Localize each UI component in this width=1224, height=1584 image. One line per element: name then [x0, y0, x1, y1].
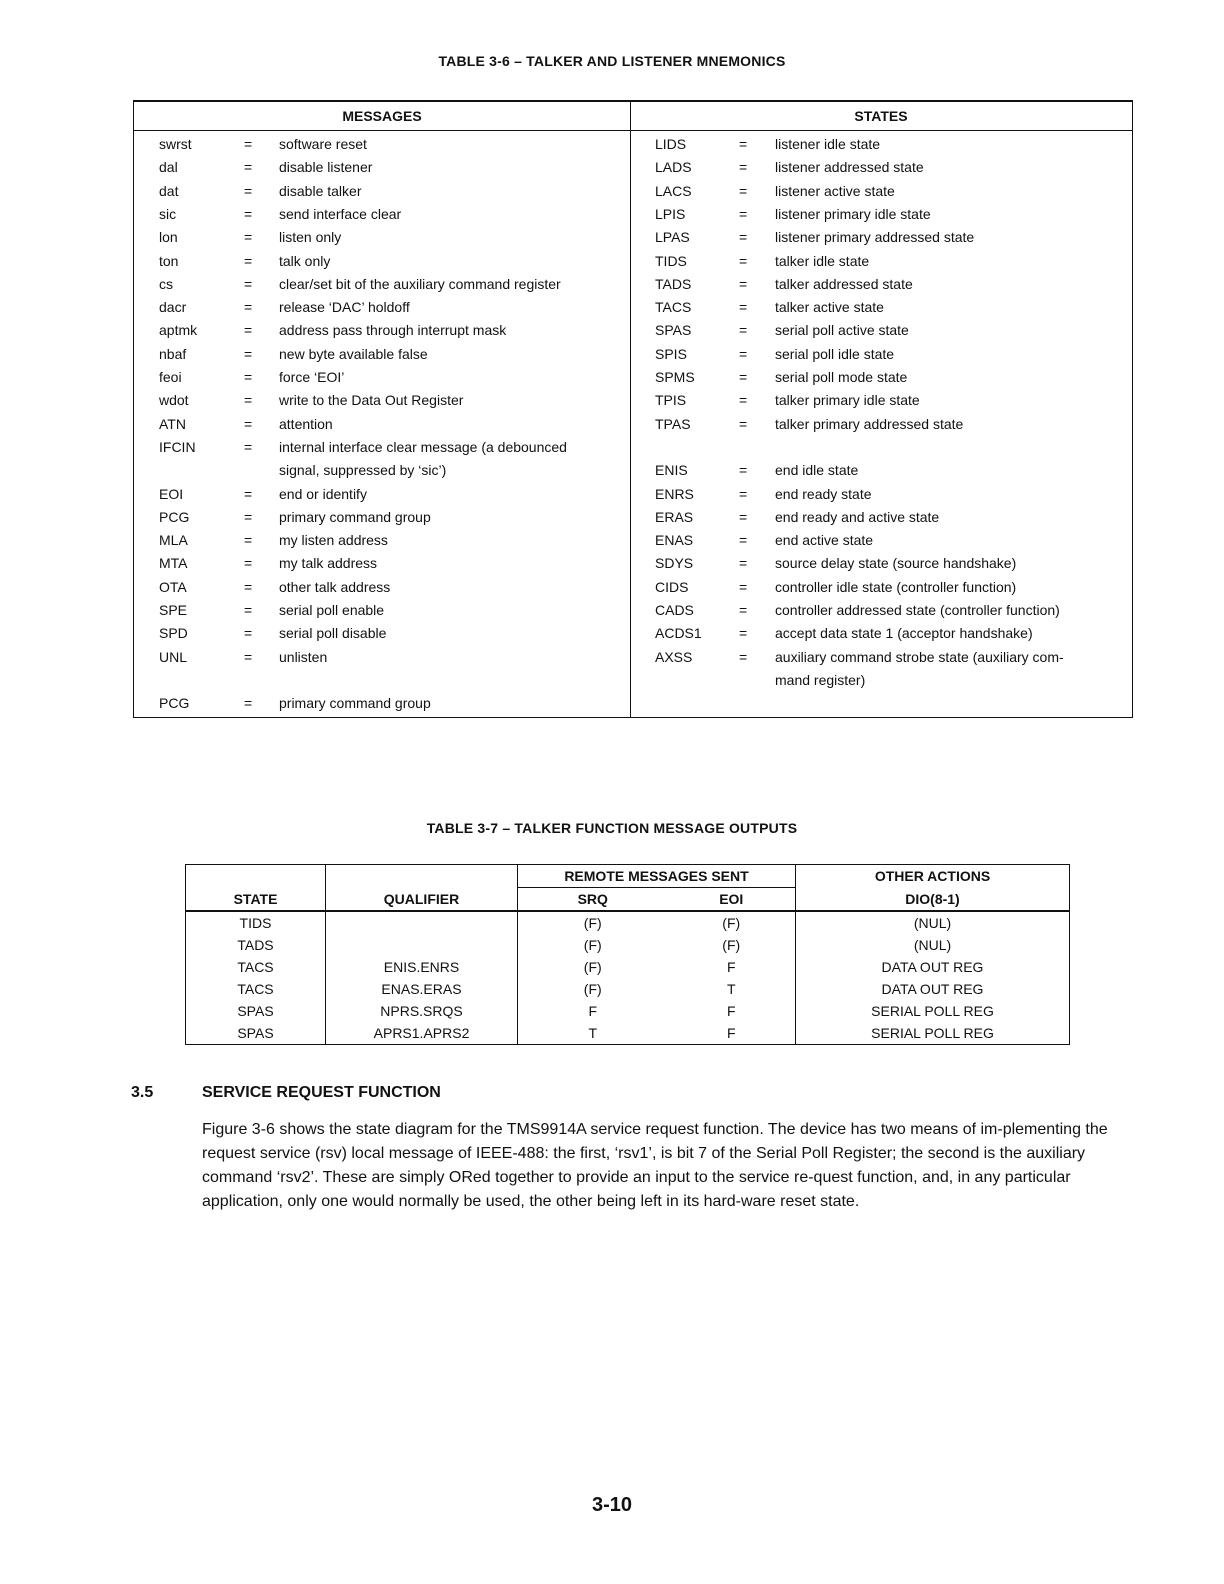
- state-cell: SPAS: [186, 1000, 326, 1022]
- message-desc: my talk address: [279, 555, 378, 572]
- state-abbr: ENAS: [655, 532, 694, 549]
- table-row: [186, 978, 1070, 1000]
- state-eq: =: [739, 602, 748, 618]
- state-abbr: ACDS1: [655, 625, 702, 642]
- eoi-cell: F: [668, 1000, 796, 1022]
- state-desc: end active state: [775, 532, 874, 549]
- srq-cell: T: [518, 1022, 668, 1045]
- state-abbr: SPMS: [655, 369, 695, 385]
- message-eq: =: [244, 508, 253, 525]
- state-cell: TADS: [186, 934, 326, 956]
- message-eq: =: [244, 229, 253, 246]
- state-abbr: TIDS: [655, 252, 687, 269]
- message-desc: serial poll disable: [279, 625, 387, 642]
- message-abbr: PCG: [159, 508, 190, 525]
- eoi-cell: (F): [668, 911, 796, 934]
- eoi-header: EOI: [668, 888, 796, 912]
- message-desc: force ‘EOI’: [279, 369, 345, 385]
- state-eq: =: [739, 275, 748, 292]
- message-abbr: dat: [159, 182, 179, 199]
- message-abbr: ATN: [159, 415, 186, 432]
- state-desc: end idle state: [775, 462, 859, 479]
- state-abbr: SPIS: [655, 345, 687, 362]
- state-eq: =: [739, 369, 748, 385]
- message-eq: =: [244, 438, 253, 455]
- message-abbr: EOI: [159, 485, 184, 502]
- state-abbr: TPIS: [655, 392, 687, 409]
- message-abbr: MLA: [159, 532, 188, 549]
- state-eq: =: [739, 322, 748, 339]
- message-abbr: UNL: [159, 648, 188, 665]
- message-abbr: sic: [159, 205, 177, 222]
- state-abbr: ERAS: [655, 508, 694, 525]
- state-cell: TACS: [186, 978, 326, 1000]
- state-desc: serial poll idle state: [775, 345, 895, 362]
- state-eq: =: [739, 136, 748, 152]
- state-desc: serial poll active state: [775, 322, 909, 339]
- message-eq: =: [244, 299, 253, 316]
- message-desc: primary command group: [279, 508, 431, 525]
- message-abbr: MTA: [159, 555, 188, 572]
- message-eq: =: [244, 182, 253, 199]
- message-eq: =: [244, 625, 253, 642]
- state-desc: source delay state (source handshake): [775, 555, 1017, 572]
- state-abbr: CADS: [655, 602, 694, 618]
- eoi-cell: (F): [668, 934, 796, 956]
- state-eq: =: [739, 159, 748, 176]
- state-abbr: LACS: [655, 182, 692, 199]
- message-desc: attention: [279, 415, 333, 432]
- state-desc: listener primary idle state: [775, 205, 931, 222]
- state-eq: =: [739, 182, 748, 199]
- state-abbr: LPAS: [655, 229, 690, 246]
- state-desc: talker addressed state: [775, 275, 913, 292]
- message-desc: address pass through interrupt mask: [279, 322, 507, 339]
- message-desc: software reset: [279, 136, 367, 152]
- message-abbr: nbaf: [159, 345, 187, 362]
- message-abbr: PCG: [159, 695, 190, 712]
- header-rule: [134, 130, 1132, 131]
- message-eq: =: [244, 136, 253, 152]
- table-3-7: [185, 864, 1070, 1045]
- state-desc: controller idle state (controller function): [775, 578, 1017, 595]
- state-abbr: AXSS: [655, 648, 693, 665]
- message-abbr: wdot: [159, 392, 189, 409]
- message-desc: write to the Data Out Register: [279, 392, 464, 409]
- message-abbr: ton: [159, 252, 179, 269]
- message-desc: other talk address: [279, 578, 391, 595]
- table-row: [186, 1022, 1070, 1045]
- column-divider: [630, 102, 631, 717]
- table-row: [186, 1000, 1070, 1022]
- message-desc: clear/set bit of the auxiliary command register: [279, 275, 561, 292]
- state-abbr: TADS: [655, 275, 692, 292]
- dio-cell: DATA OUT REG: [796, 956, 1070, 978]
- message-desc: unlisten: [279, 648, 328, 665]
- eoi-cell: F: [668, 1022, 796, 1045]
- state-cell: TIDS: [186, 911, 326, 934]
- state-desc: serial poll mode state: [775, 369, 908, 385]
- section-number: 3.5: [131, 1084, 154, 1101]
- qualifier-cell: ENAS.ERAS: [326, 978, 518, 1000]
- message-desc: send interface clear: [279, 205, 402, 222]
- state-eq: =: [739, 345, 748, 362]
- message-eq: =: [244, 532, 253, 549]
- message-eq: =: [244, 345, 253, 362]
- state-desc: talker idle state: [775, 252, 870, 269]
- message-abbr: swrst: [159, 136, 192, 152]
- srq-header: SRQ: [518, 888, 668, 912]
- other-actions-header: OTHER ACTIONS: [796, 865, 1070, 888]
- state-header: STATE: [186, 865, 326, 912]
- message-eq: =: [244, 555, 253, 572]
- state-eq: =: [739, 648, 748, 665]
- srq-cell: (F): [583, 915, 602, 931]
- remote-messages-header: REMOTE MESSAGES SENT: [518, 865, 796, 888]
- table-row: [186, 911, 1070, 934]
- state-desc: listener primary addressed state: [775, 229, 975, 246]
- state-abbr: SPAS: [655, 322, 692, 339]
- message-eq: =: [244, 392, 253, 409]
- message-eq: =: [244, 275, 253, 292]
- message-desc: disable listener: [279, 159, 373, 176]
- message-eq: =: [244, 205, 253, 222]
- section-title: SERVICE REQUEST FUNCTION: [202, 1084, 441, 1101]
- table-3-6: [133, 100, 1133, 718]
- dio-cell: (NUL): [796, 911, 1070, 934]
- state-eq: =: [739, 415, 748, 432]
- state-abbr: LIDS: [655, 136, 687, 152]
- message-eq: =: [244, 322, 253, 339]
- srq-cell: (F): [583, 959, 602, 975]
- message-abbr: IFCIN: [159, 438, 196, 455]
- state-desc: accept data state 1 (acceptor handshake): [775, 625, 1033, 642]
- state-eq: =: [739, 508, 748, 525]
- state-abbr: ENRS: [655, 485, 694, 502]
- state-desc: auxiliary command strobe state (auxiliary com-: [775, 648, 1064, 665]
- message-eq: =: [244, 485, 253, 502]
- states-header: STATES: [854, 108, 908, 124]
- state-eq: =: [739, 299, 748, 316]
- message-eq: =: [244, 578, 253, 595]
- message-desc: internal interface clear message (a debounced: [279, 438, 567, 455]
- state-desc: controller addressed state (controller function): [775, 602, 1060, 618]
- state-eq: =: [739, 252, 748, 269]
- state-desc: listener addressed state: [775, 159, 924, 176]
- state-eq: =: [739, 392, 748, 409]
- eoi-cell: T: [668, 978, 796, 1000]
- srq-cell: (F): [583, 937, 602, 953]
- state-eq: =: [739, 205, 748, 222]
- srq-cell: F: [588, 1003, 598, 1019]
- state-cell: SPAS: [186, 1022, 326, 1045]
- state-eq: =: [739, 485, 748, 502]
- state-abbr: TPAS: [655, 415, 691, 432]
- message-desc: release ‘DAC’ holdoff: [279, 299, 410, 316]
- state-cell: TACS: [186, 956, 326, 978]
- state-desc: end ready state: [775, 485, 872, 502]
- state-eq: =: [739, 462, 748, 479]
- message-abbr: OTA: [159, 578, 187, 595]
- message-abbr: feoi: [159, 369, 182, 385]
- dio-header: DIO(8-1): [796, 888, 1070, 912]
- state-eq: =: [739, 229, 748, 246]
- message-eq: =: [244, 648, 253, 665]
- state-abbr: LPIS: [655, 205, 686, 222]
- message-eq: =: [244, 602, 253, 618]
- message-eq: =: [244, 415, 253, 432]
- message-abbr: cs: [159, 275, 173, 292]
- dio-cell: (NUL): [796, 934, 1070, 956]
- message-desc: end or identify: [279, 485, 367, 502]
- message-desc: new byte available false: [279, 345, 428, 362]
- table-3-6-title: TABLE 3-6 – TALKER AND LISTENER MNEMONICS: [438, 53, 786, 69]
- qualifier-cell: [326, 911, 518, 934]
- state-desc: listener idle state: [775, 136, 881, 152]
- dio-cell: DATA OUT REG: [796, 978, 1070, 1000]
- state-desc: mand register): [775, 671, 866, 688]
- eoi-cell: F: [668, 956, 796, 978]
- message-desc: my listen address: [279, 532, 388, 549]
- state-desc: talker active state: [775, 299, 884, 316]
- message-desc: signal, suppressed by ‘sic’): [279, 462, 447, 479]
- state-eq: =: [739, 532, 748, 549]
- section-body: Figure 3-6 shows the state diagram for the TMS9914A service request function. The device has two means of im-plementing the request service (rsv) local message of IEEE-488: the first, ‘rsv1’, is bit 7 of the Serial Poll Register; the second is the auxiliary command ‘rsv2’. These are simply ORed together to provide an input to the service re-quest function, and, in any particular application, only one would normally be used, the other being left in its hard-ware reset state.: [202, 1121, 1108, 1210]
- message-desc: listen only: [279, 229, 342, 246]
- dio-cell: SERIAL POLL REG: [796, 1022, 1070, 1045]
- state-eq: =: [739, 555, 748, 572]
- state-eq: =: [739, 625, 748, 642]
- message-desc: talk only: [279, 252, 331, 269]
- state-desc: end ready and active state: [775, 508, 940, 525]
- qualifier-cell: NPRS.SRQS: [326, 1000, 518, 1022]
- message-abbr: dacr: [159, 299, 187, 316]
- message-abbr: dal: [159, 159, 178, 176]
- message-abbr: SPE: [159, 602, 188, 618]
- message-abbr: lon: [159, 229, 178, 246]
- srq-cell: (F): [583, 981, 602, 997]
- state-abbr: LADS: [655, 159, 692, 176]
- message-eq: =: [244, 252, 253, 269]
- state-abbr: SDYS: [655, 555, 694, 572]
- qualifier-cell: [326, 934, 518, 956]
- message-eq: =: [244, 369, 253, 385]
- state-desc: talker primary addressed state: [775, 415, 964, 432]
- qualifier-header: QUALIFIER: [326, 865, 518, 912]
- state-abbr: TACS: [655, 299, 692, 316]
- page-number: 3-10: [591, 1494, 633, 1516]
- table-3-7-title: TABLE 3-7 – TALKER FUNCTION MESSAGE OUTPUTS: [426, 820, 798, 836]
- qualifier-cell: ENIS.ENRS: [326, 956, 518, 978]
- message-abbr: SPD: [159, 625, 188, 642]
- message-eq: =: [244, 695, 253, 712]
- state-desc: listener active state: [775, 182, 895, 199]
- message-eq: =: [244, 159, 253, 176]
- qualifier-cell: APRS1.APRS2: [326, 1022, 518, 1045]
- state-abbr: CIDS: [655, 578, 689, 595]
- message-desc: disable talker: [279, 182, 362, 199]
- table-row: [186, 934, 1070, 956]
- table-row: [186, 956, 1070, 978]
- state-abbr: ENIS: [655, 462, 688, 479]
- message-desc: primary command group: [279, 695, 431, 712]
- state-eq: =: [739, 578, 748, 595]
- state-desc: talker primary idle state: [775, 392, 920, 409]
- message-desc: serial poll enable: [279, 602, 385, 618]
- message-abbr: aptmk: [159, 322, 198, 339]
- dio-cell: SERIAL POLL REG: [796, 1000, 1070, 1022]
- messages-header: MESSAGES: [342, 108, 422, 124]
